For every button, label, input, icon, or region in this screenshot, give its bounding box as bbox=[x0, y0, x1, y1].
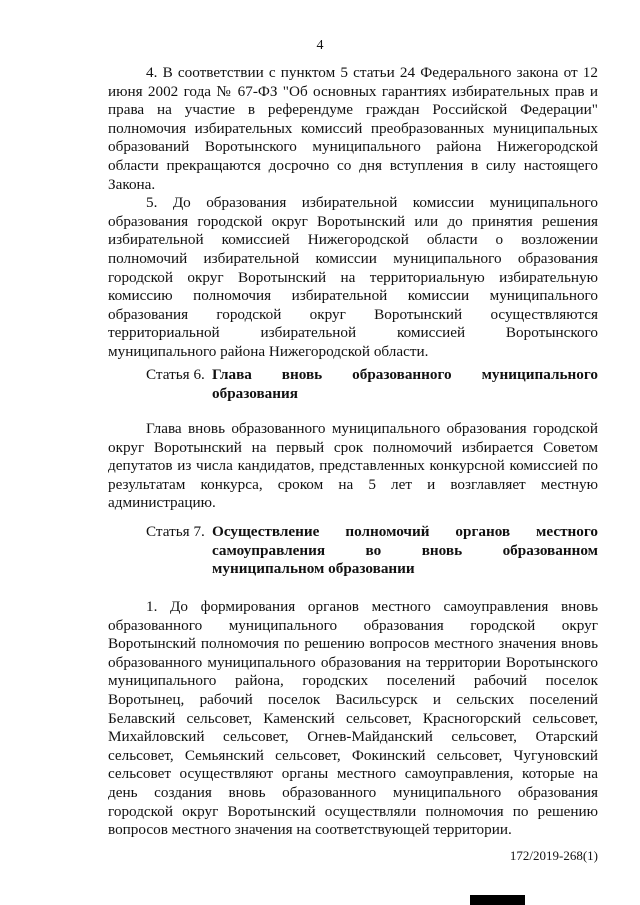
document-code: 172/2019-268(1) bbox=[509, 848, 598, 863]
paragraph-5: 5. До образования избирательной комиссии муниципального образования городской округ Воротынский или до принятия решения избирательной комиссией Нижегородской области о возложении полномочий избирательной комиссии муниципального образования городской округ Воротынский на территориальную избирательную комиссию полномочия избирательной комиссии муниципального образования городской округ Воротынский осуществляются территориальной избирательной комиссией Воротынского муниципального района Нижегородской области. bbox=[108, 194, 598, 360]
article-7-body bbox=[108, 598, 598, 840]
article-7-label: Статья 7. bbox=[146, 523, 205, 540]
page-number: 4 bbox=[316, 38, 324, 53]
article-7-heading bbox=[146, 523, 598, 579]
article-6-label: Статья 6. bbox=[146, 366, 205, 383]
top-section bbox=[108, 64, 598, 362]
scan-mark bbox=[470, 895, 525, 905]
article-7-paragraph-1: 1. До формирования органов местного самоуправления вновь образованного муниципального образования городской округ Воротынский полномочия по решению вопросов местного значения вновь образованного муниципального образования на территории Воротынского муниципального района, городских поселений рабочий поселок Воротынец, рабочий поселок Васильсурск и сельских поселений Белавский сельсовет, Каменский сельсовет, Красногорский сельсовет, Михайловский сельсовет, Огнев-Майданский сельсовет, Отарский сельсовет, Семьянский сельсовет, Фокинский сельсовет, Чугуновский сельсовет осуществляют органы местного самоуправления, которые на день создания вновь образованного муниципального образования городской округ Воротынский осуществляли полномочия по решению вопросов местного значения на соответствующей территории. bbox=[108, 598, 598, 839]
article-6-title: Глава вновь образованного муниципального образования bbox=[212, 366, 598, 402]
paragraph-4: 4. В соответствии с пунктом 5 статьи 24 Федерального закона от 12 июня 2002 года № 67-ФЗ "Об основных гарантиях избирательных прав и права на участие в референдуме граждан Российской Федерации" полномочия избирательных комиссий преобразованных муниципальных образований Воротынского муниципального района Нижегородской области прекращаются досрочно со дня вступления в силу настоящего Закона. bbox=[108, 64, 598, 193]
article-6-heading bbox=[146, 366, 598, 403]
article-6-body bbox=[108, 420, 598, 513]
article-6-paragraph: Глава вновь образованного муниципального образования городской округ Воротынский на первый срок полномочий избирается Советом депутатов из числа кандидатов, представленных конкурсной комиссией по результатам конкурса, сроком на 5 лет и возглавляет местную администрацию. bbox=[108, 420, 598, 512]
article-7-title: Осуществление полномочий органов местного самоуправления во вновь образованном муниципальном образовании bbox=[212, 523, 598, 578]
